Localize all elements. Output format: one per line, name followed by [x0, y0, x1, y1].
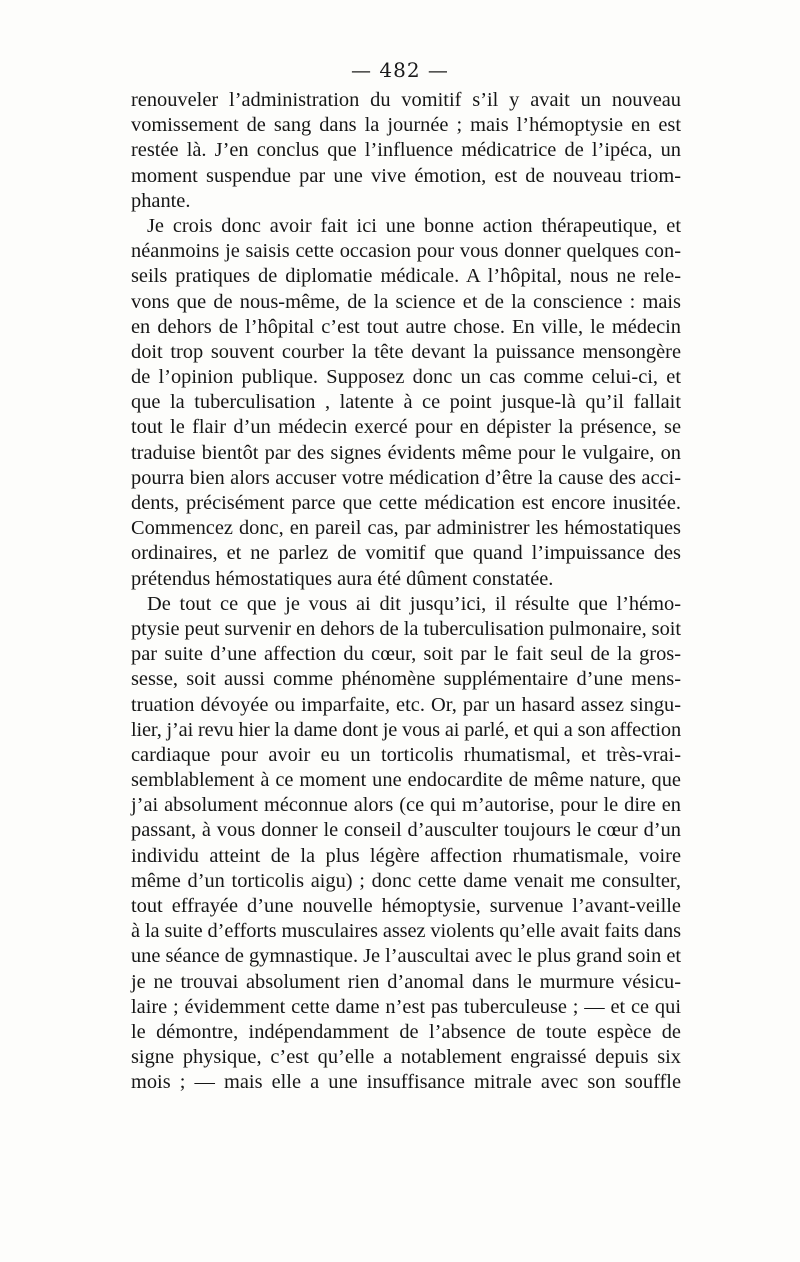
- text-line: en dehors de l’hôpital c’est tout autre chose. En ville, le médecin: [131, 315, 681, 338]
- text-line: Commencez donc, en pareil cas, par administrer les hémostatiques: [131, 517, 681, 540]
- text-line: ptysie peut survenir en dehors de la tuberculisation pulmonaire, soit: [131, 617, 681, 640]
- text-line: pourra bien alors accuser votre médication d’être la cause des acci-: [131, 466, 681, 489]
- text-line: par suite d’une affection du cœur, soit par le fait seul de la gros-: [131, 643, 681, 666]
- text-line: je ne trouvai absolument rien d’anomal dans le murmure vésicu-: [131, 970, 681, 993]
- paragraph-start-line: Je crois donc avoir fait ici une bonne action thérapeutique, et: [147, 214, 681, 237]
- text-line: prétendus hémostatiques aura été dûment constatée.: [131, 567, 554, 590]
- text-line: une séance de gymnastique. Je l’auscultai avec le plus grand soin et: [131, 945, 681, 968]
- text-line: tout le flair d’un médecin exercé pour en dépister la présence, se: [131, 416, 681, 439]
- text-line: seils pratiques de diplomatie médicale. A l’hôpital, nous ne rele-: [131, 265, 681, 288]
- text-line: doit trop souvent courber la tête devant la puissance mensongère: [131, 340, 681, 363]
- text-line: mois ; — mais elle a une insuffisance mitrale avec son souffle: [131, 1071, 681, 1094]
- text-line: phante.: [131, 189, 191, 212]
- text-line: que la tuberculisation , latente à ce point jusque-là qu’il fallait: [131, 391, 681, 414]
- text-line: renouveler l’administration du vomitif s’il y avait un nouveau: [131, 89, 681, 111]
- text-line: j’ai absolument méconnue alors (ce qui m’autorise, pour le dire en: [131, 794, 681, 817]
- text-line: signe physique, c’est qu’elle a notablement engraissé depuis six: [131, 1046, 681, 1069]
- text-line: le démontre, indépendamment de l’absence de toute espèce de: [131, 1020, 681, 1043]
- text-line: cardiaque pour avoir eu un torticolis rhumatismal, et très-vrai-: [131, 743, 681, 766]
- text-line: individu atteint de la plus légère affection rhumatismale, voire: [131, 844, 681, 867]
- page-number: — 482 —: [351, 58, 449, 82]
- text-line: même d’un torticolis aigu) ; donc cette dame venait me consulter,: [131, 869, 681, 892]
- text-line: laire ; évidemment cette dame n’est pas tuberculeuse ; — et ce qui: [131, 995, 681, 1018]
- text-line: moment suspendue par une vive émotion, est de nouveau triom-: [131, 164, 681, 187]
- text-line: de l’opinion publique. Supposez donc un cas comme celui-ci, et: [131, 366, 681, 389]
- text-line: vons que de nous-même, de la science et de la conscience : mais: [131, 290, 681, 313]
- text-line: traduise bientôt par des signes évidents même pour le vulgaire, on: [131, 441, 681, 464]
- text-line: restée là. J’en conclus que l’influence médicatrice de l’ipéca, un: [131, 139, 681, 162]
- text-line: lier, j’ai revu hier la dame dont je vous ai parlé, et qui a son affection: [131, 718, 681, 741]
- text-line: ordinaires, et ne parlez de vomitif que quand l’impuissance des: [131, 542, 681, 565]
- body-text: [131, 88, 681, 1096]
- text-line: néanmoins je saisis cette occasion pour vous donner quelques con-: [131, 240, 681, 263]
- text-line: dents, précisément parce que cette médication est encore inusitée.: [131, 492, 681, 514]
- text-line: sesse, soit aussi comme phénomène supplémentaire d’une mens-: [131, 668, 681, 691]
- text-line: semblablement à ce moment une endocardite de même nature, que: [131, 769, 681, 792]
- paragraph-start-line: De tout ce que je vous ai dit jusqu’ici, il résulte que l’hémo-: [147, 592, 681, 615]
- text-line: truation dévoyée ou imparfaite, etc. Or, par un hasard assez singu-: [131, 693, 681, 716]
- text-line: tout effrayée d’une nouvelle hémoptysie, survenue l’avant-veille: [131, 895, 681, 917]
- text-line: vomissement de sang dans la journée ; mais l’hémoptysie en est: [131, 114, 681, 137]
- text-line: à la suite d’efforts musculaires assez violents qu’elle avait faits dans: [131, 920, 681, 943]
- text-line: passant, à vous donner le conseil d’ausculter toujours le cœur d’un: [131, 819, 681, 842]
